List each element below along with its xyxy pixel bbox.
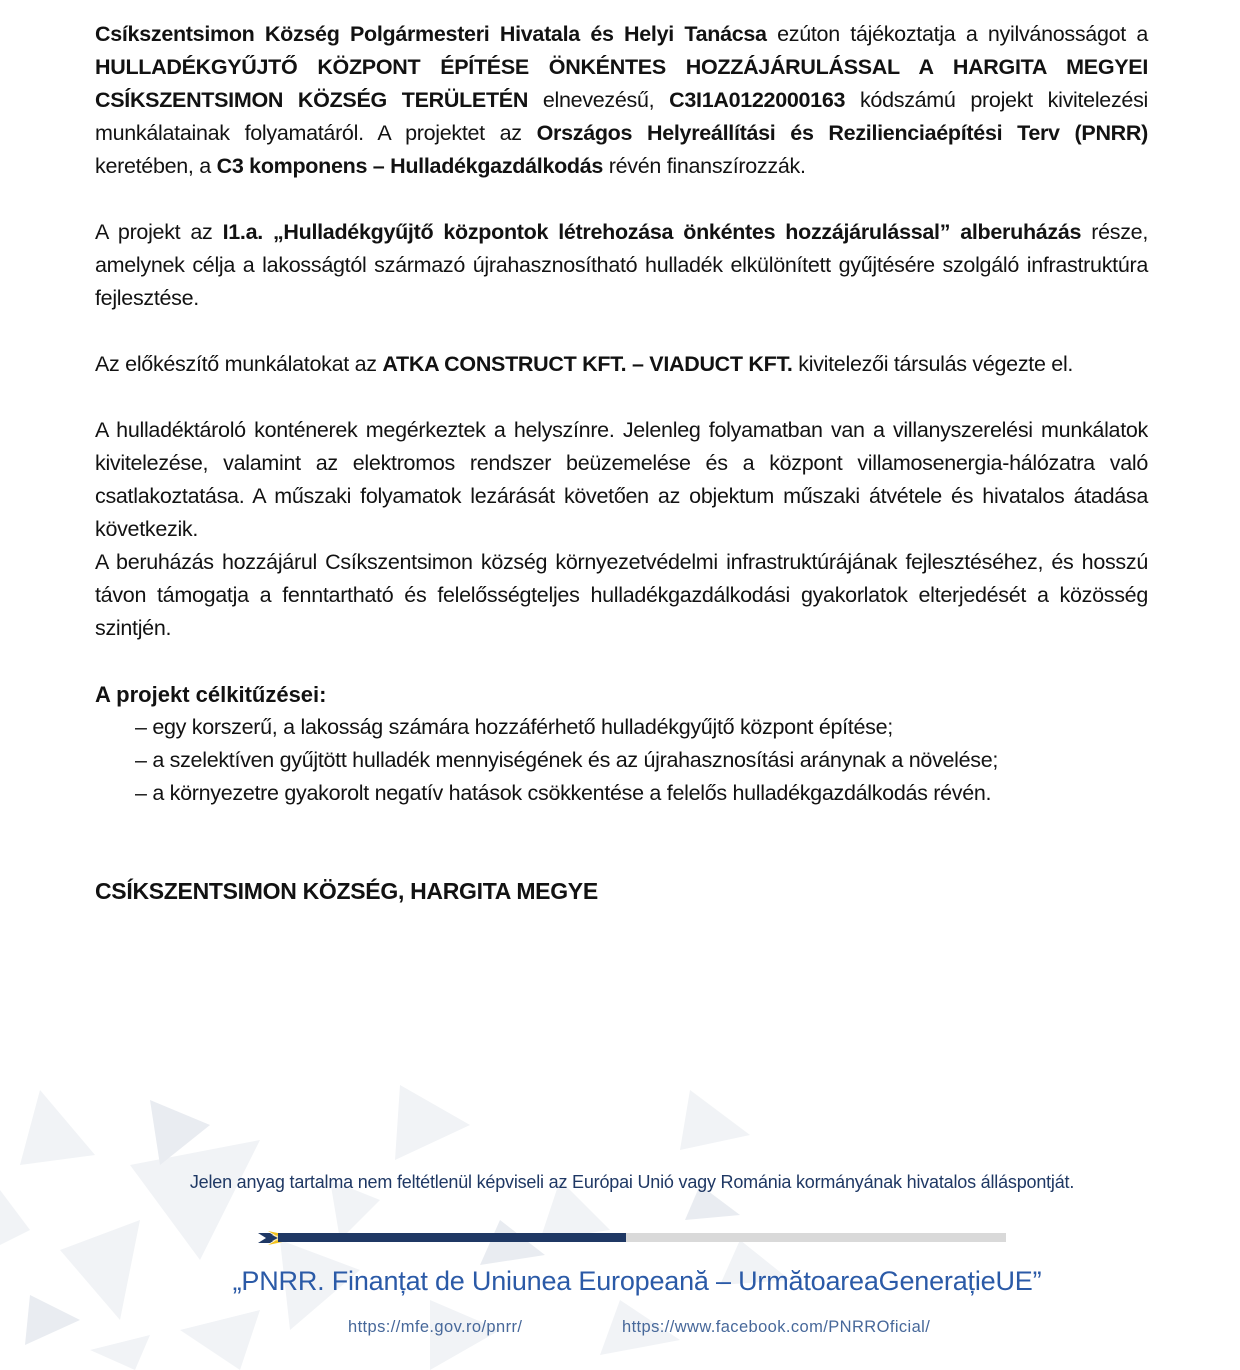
facebook-url: https://www.facebook.com/PNRROficial/ (622, 1318, 931, 1336)
paragraph-intro: Csíkszentsimon Község Polgármesteri Hivatala és Helyi Tanácsa ezúton tájékoztatja a nyilvánosságot a HULLADÉKGYŰJTŐ KÖZPONT ÉPÍTÉSE ÖNKÉNTES HOZZÁJÁRULÁSSAL A HARGITA MEGYEI CSÍKSZENTSIMON KÖZSÉG TERÜLETÉN elnevezésű, C3I1A0122000163 kódszámú projekt kivitelezési munkálatainak folyamatáról. A projektet az Országos Helyreállítási és Rezilienciaépítési Terv (PNRR) keretében, a C3 komponens – Hulladékgazdálkodás révén finanszírozzák. (95, 22, 1148, 178)
paragraph-progress: A hulladéktároló konténerek megérkeztek a helyszínre. Jelenleg folyamatban van a villanyszerelési munkálatok kivitelezése, valamint az elektromos rendszer beüzemelése és a központ villamosenergia-hálózatra való csatlakoztatása. A műszaki folyamatok lezárását követően az objektum műszaki átvétele és hivatalos átadása következik. (95, 418, 1148, 541)
pnrr-funding-statement: „PNRR. Finanțat de Uniunea Europeană – UrmătoareaGenerațieUE” (232, 1266, 1042, 1296)
paragraph-impact: A beruházás hozzájárul Csíkszentsimon község környezetvédelmi infrastruktúrájának fejlesztéséhez, és hosszú távon támogatja a fenntartható és felelősségteljes hulladékgazdálkodási gyakorlatok elterjedését a közösség szintjén. (95, 550, 1148, 640)
objective-item-1: – egy korszerű, a lakosság számára hozzáférhető hulladékgyűjtő központ építése; (135, 715, 893, 739)
paragraph-subinvestment: A projekt az I1.a. „Hulladékgyűjtő központok létrehozása önkéntes hozzájárulással” alberuházás része, amelynek célja a lakosságtól származó újrahasznosítható hulladék elkülönített gyűjtésére szolgáló infrastruktúra fejlesztése. (95, 220, 1148, 310)
paragraph-contractor: Az előkészítő munkálatokat az ATKA CONSTRUCT KFT. – VIADUCT KFT. kivitelezői társulás végezte el. (95, 352, 1074, 376)
bar-segment-blue (278, 1233, 626, 1242)
signature-line: CSÍKSZENTSIMON KÖZSÉG, HARGITA MEGYE (95, 878, 598, 904)
bar-segment-gray (626, 1233, 1006, 1242)
eu-disclaimer-text: Jelen anyag tartalma nem feltétlenül képviseli az Európai Unió vagy Románia kormányának hivatalos álláspontját. (189, 1172, 1075, 1192)
document-body (95, 18, 1148, 906)
objectives-heading: A projekt célkitűzései: (95, 682, 327, 707)
footer-links (0, 1318, 1240, 1342)
pnrr-logo-bar (258, 1229, 1008, 1247)
objective-item-2: – a szelektíven gyűjtött hulladék mennyiségének és az újrahasznosítási aránynak a növelése; (135, 748, 999, 772)
mfe-url: https://mfe.gov.ro/pnrr/ (348, 1318, 523, 1336)
objective-item-3: – a környezetre gyakorolt negatív hatások csökkentése a felelős hulladékgazdálkodás révén. (135, 781, 992, 805)
